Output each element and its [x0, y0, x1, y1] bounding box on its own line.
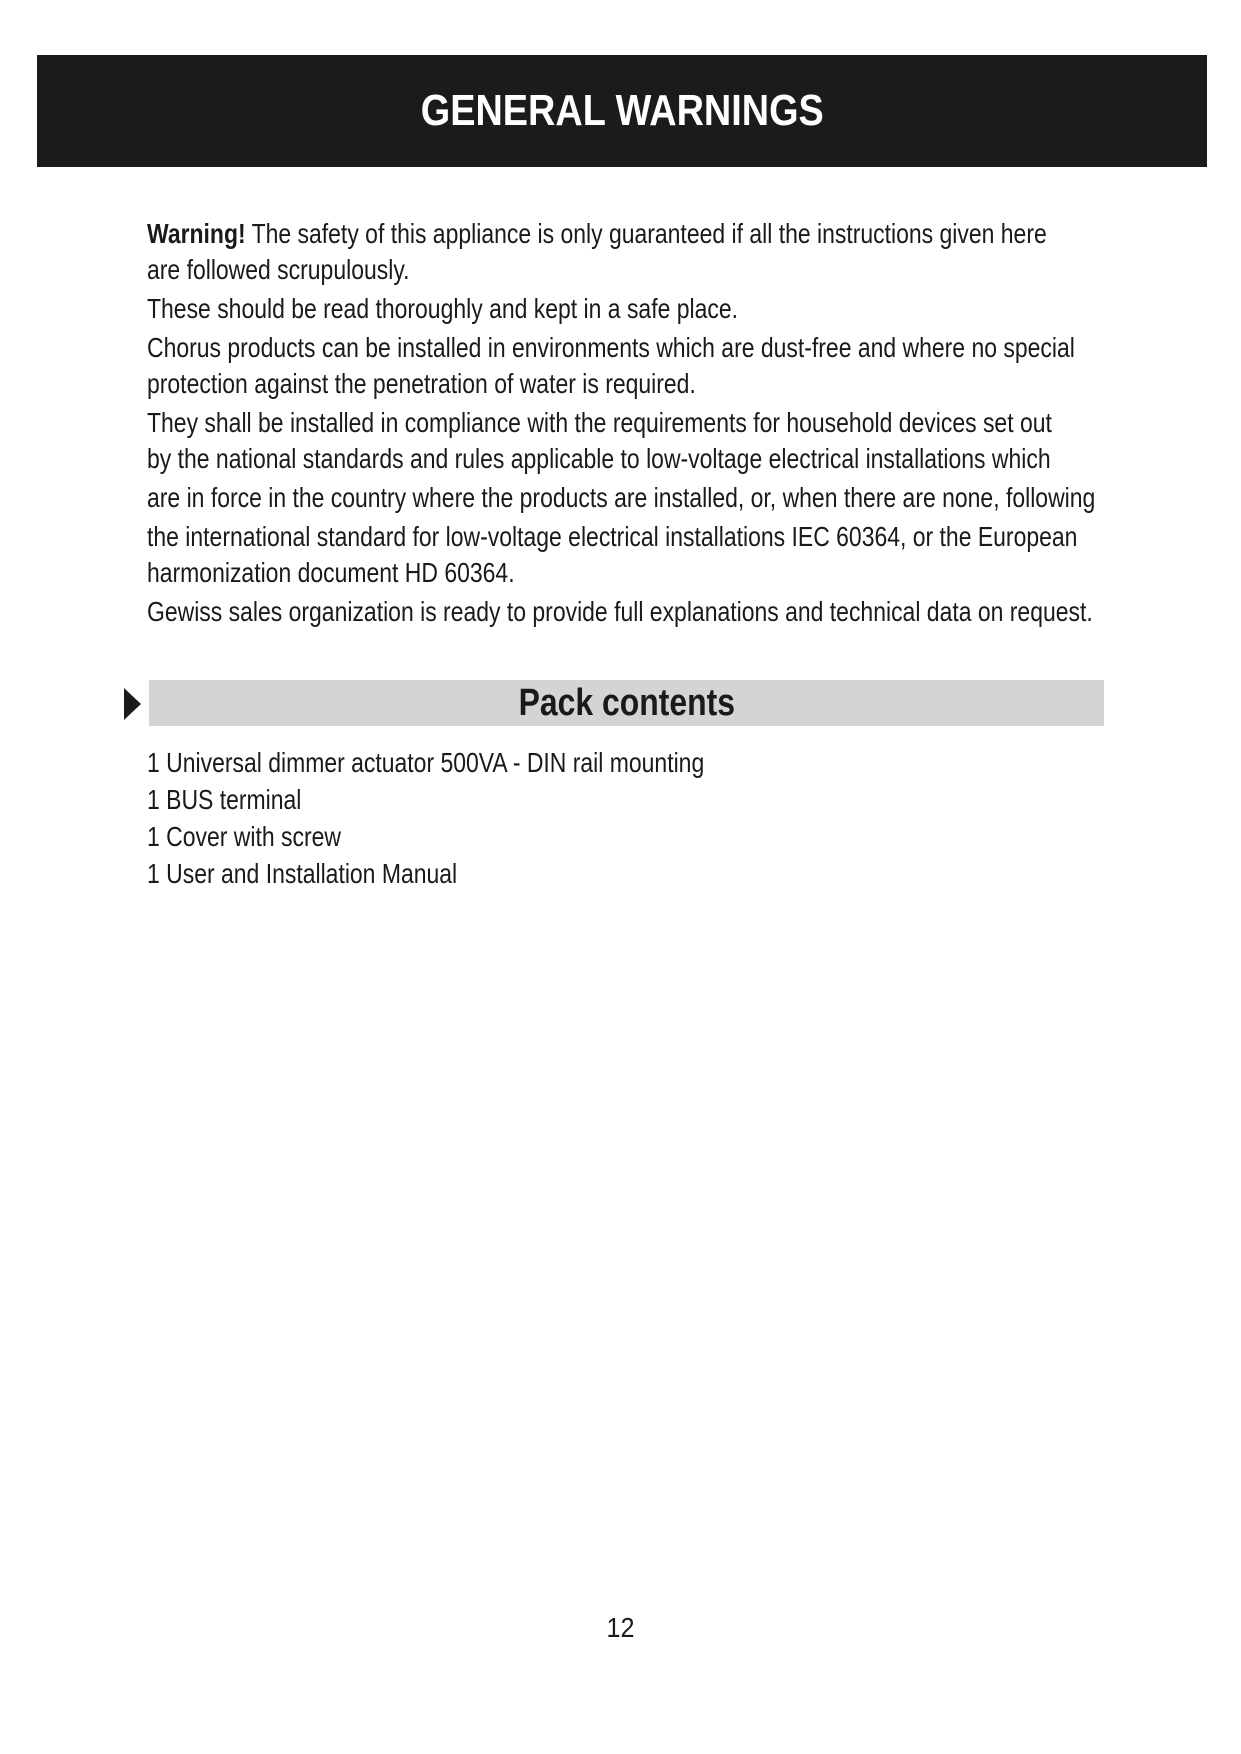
page-title: GENERAL WARNINGS — [420, 86, 824, 135]
warning-line: are followed scrupulously. — [147, 254, 410, 285]
warning-line: by the national standards and rules applicable to low-voltage electrical installations which — [147, 443, 1051, 474]
warning-line: These should be read thoroughly and kept in a safe place. — [147, 293, 738, 324]
pack-contents-header — [124, 680, 1104, 726]
warning-line: protection against the penetration of water is required. — [147, 368, 696, 399]
warning-line: are in force in the country where the products are installed, or, when there are none, following — [147, 482, 1096, 513]
warning-line: They shall be installed in compliance with the requirements for household devices set out — [147, 407, 1052, 438]
general-warnings-text — [147, 216, 1147, 630]
warning-line: harmonization document HD 60364. — [147, 557, 515, 588]
section-title: Pack contents — [518, 681, 735, 724]
list-item: 1 Universal dimmer actuator 500VA - DIN rail mounting — [147, 747, 705, 778]
pack-contents-list — [147, 744, 1047, 892]
page-number: 12 — [606, 1612, 635, 1643]
list-item: 1 BUS terminal — [147, 784, 302, 815]
warning-line: Gewiss sales organization is ready to provide full explanations and technical data on request. — [147, 596, 1093, 627]
list-item: 1 User and Installation Manual — [147, 858, 458, 889]
warning-line: the international standard for low-voltage electrical installations IEC 60364, or the European — [147, 521, 1078, 552]
section-bar — [149, 680, 1104, 726]
warning-lead: Warning! — [147, 218, 246, 249]
warning-line-text: The safety of this appliance is only guaranteed if all the instructions given here — [245, 218, 1047, 249]
header-banner — [37, 55, 1207, 167]
warning-line — [147, 216, 1047, 252]
warning-line: Chorus products can be installed in environments which are dust-free and where no special — [147, 332, 1075, 363]
list-item: 1 Cover with screw — [147, 821, 341, 852]
triangle-right-icon — [124, 688, 141, 720]
